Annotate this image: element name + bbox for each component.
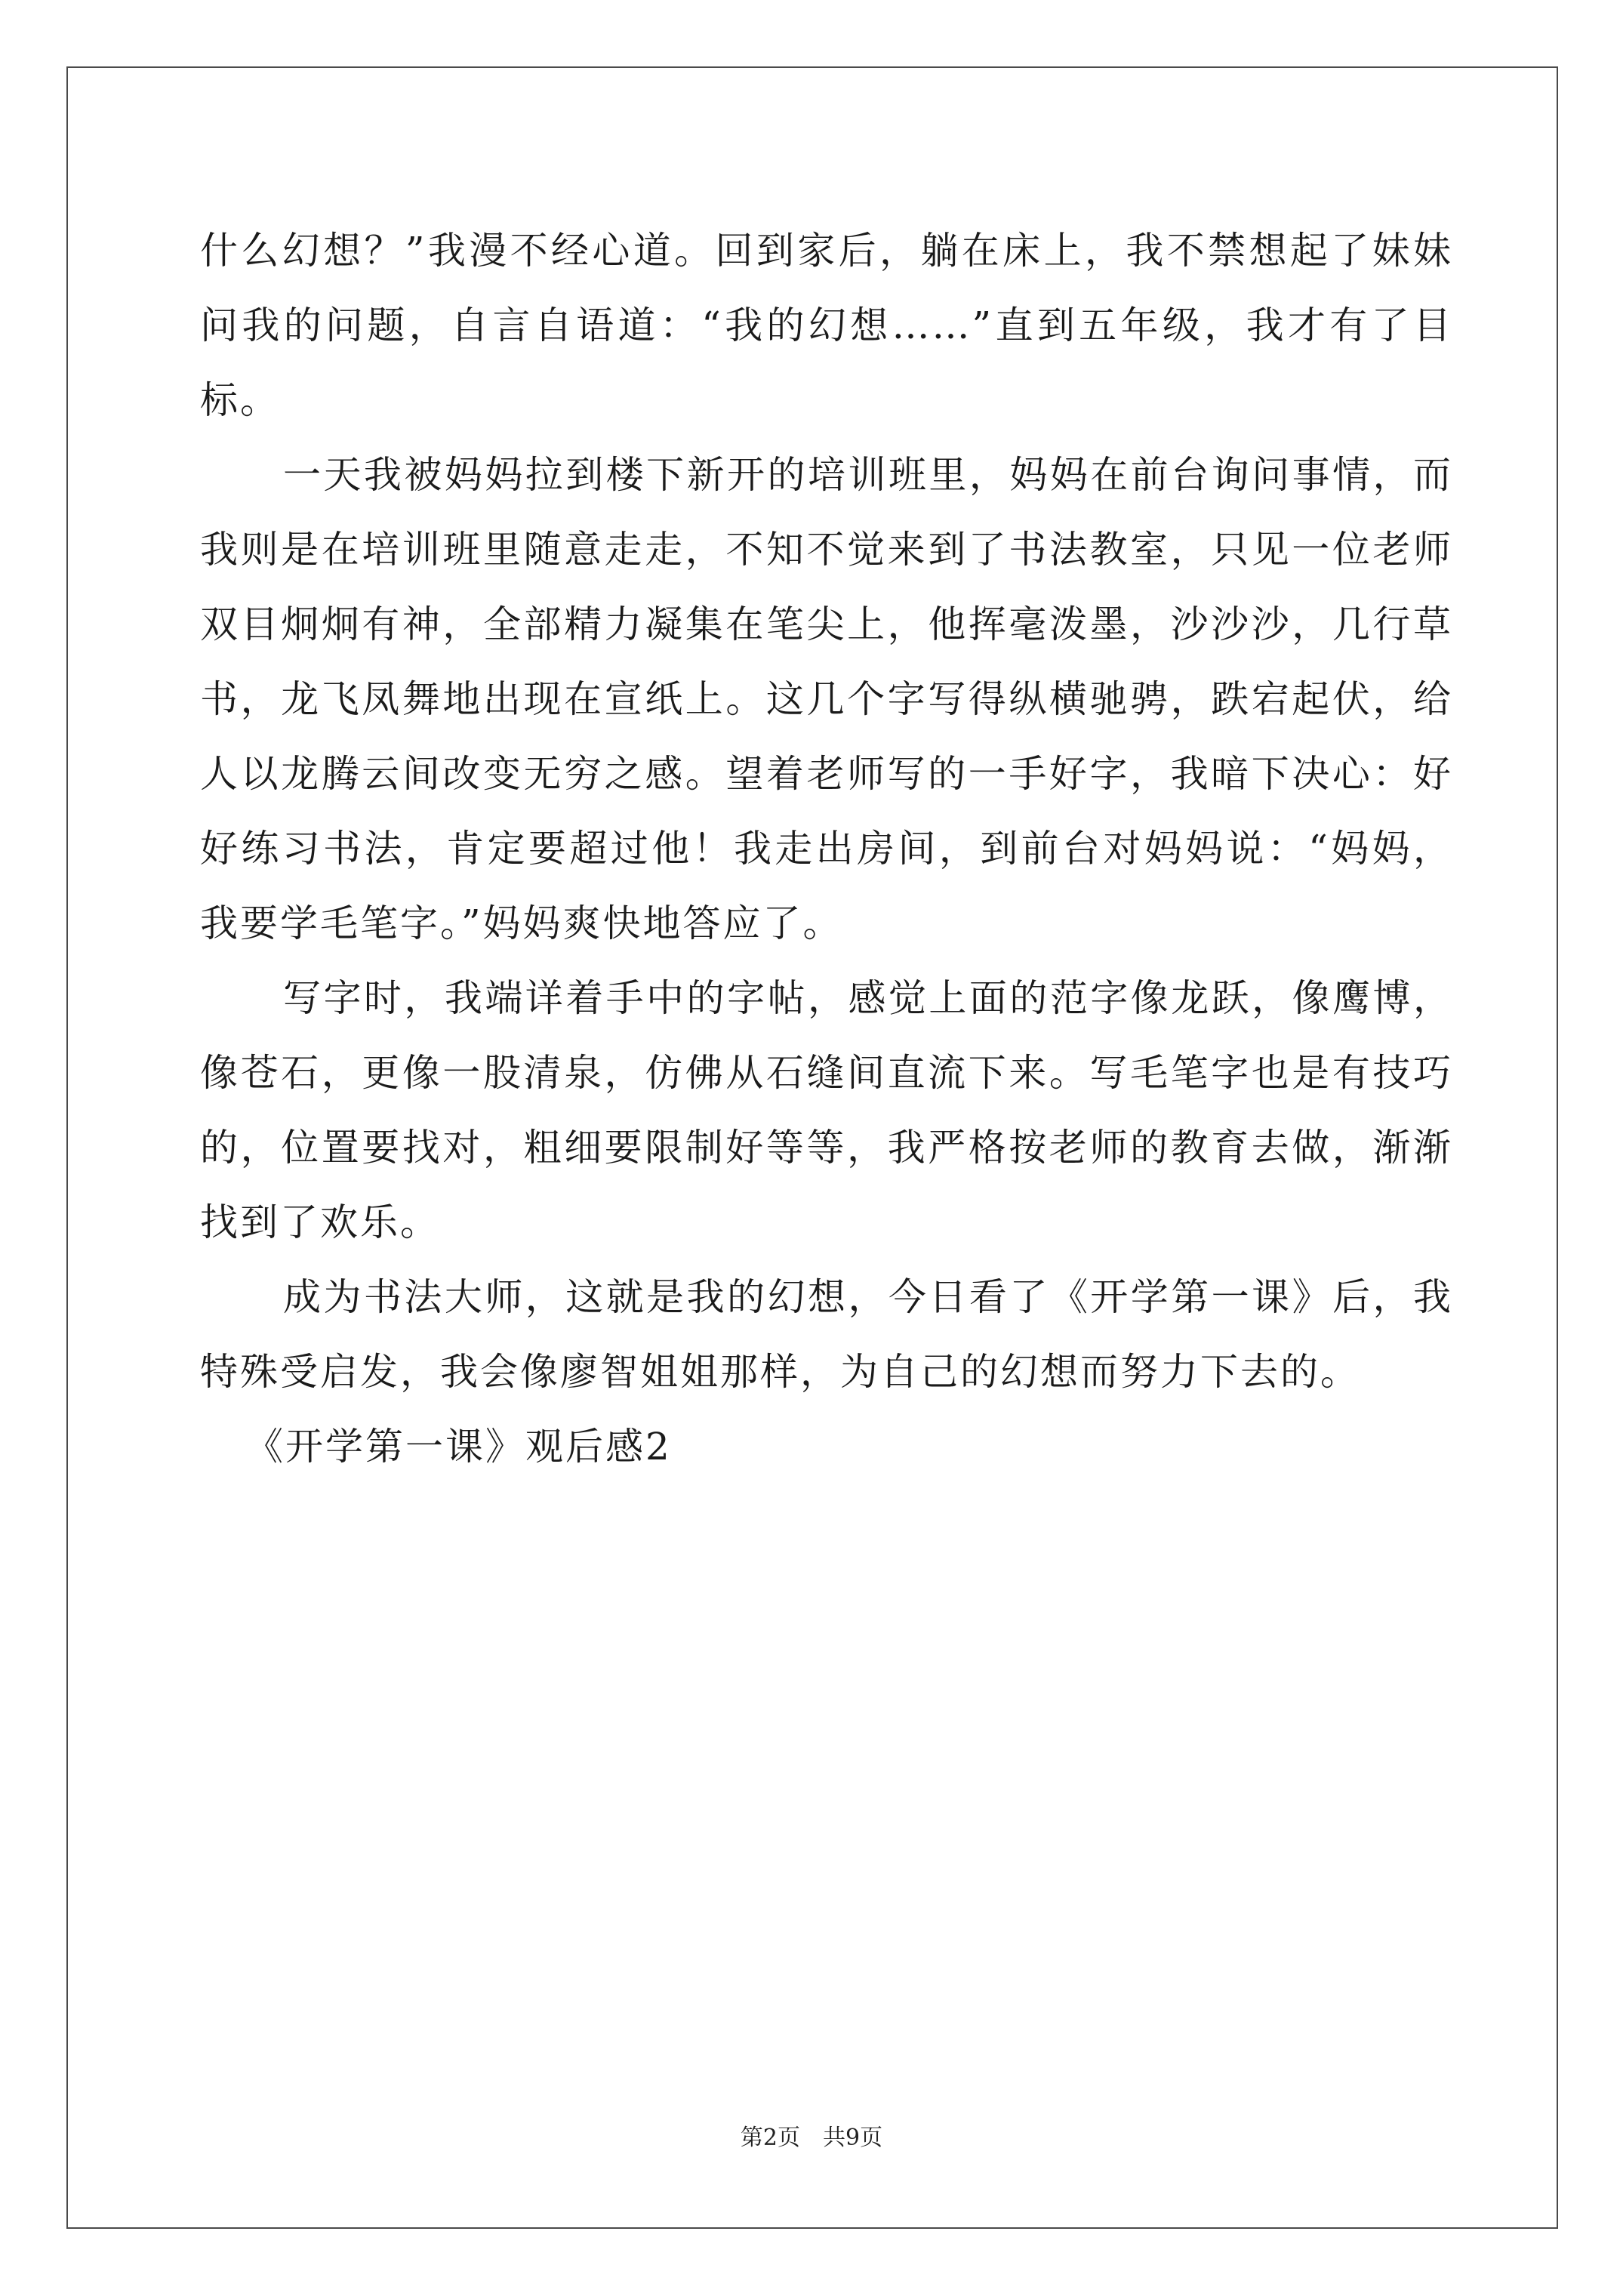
paragraph-4: 成为书法大师，这就是我的幻想，今日看了《开学第一课》后，我特殊受启发，我会像廖智姐姐那样，为自己的幻想而努力下去的。: [200, 1275, 1453, 1394]
paragraph-2: 一天我被妈妈拉到楼下新开的培训班里，妈妈在前台询问事情，而我则是在培训班里随意走走，不知不觉来到了书法教室，只见一位老师双目炯炯有神，全部精力凝集在笔尖上，他挥毫泼墨，沙沙沙，几行草书，龙飞凤舞地出现在宣纸上。这几个字写得纵横驰骋，跌宕起伏，给人以龙腾云间改变无穷之感。望着老师写的一手好字，我暗下决心：好好练习书法，肯定要超过他！我走出房间，到前台对妈妈说：“妈妈，我要学毛笔字。”妈妈爽快地答应了。: [200, 453, 1453, 945]
section-heading: 《开学第一课》观后感2: [245, 1425, 672, 1469]
page-number-footer: 第2页 共9页: [740, 2125, 883, 2151]
document-body: [200, 214, 1453, 1484]
paragraph-1: 什么幻想？”我漫不经心道。回到家后，躺在床上，我不禁想起了妹妹问我的问题，自言自语道：“我的幻想……”直到五年级，我才有了目标。: [200, 229, 1453, 422]
paragraph-3: 写字时，我端详着手中的字帖，感觉上面的范字像龙跃，像鹰博，像苍石，更像一股清泉，仿佛从石缝间直流下来。写毛笔字也是有技巧的，位置要找对，粗细要限制好等等，我严格按老师的教育去做，渐渐找到了欢乐。: [200, 976, 1453, 1244]
